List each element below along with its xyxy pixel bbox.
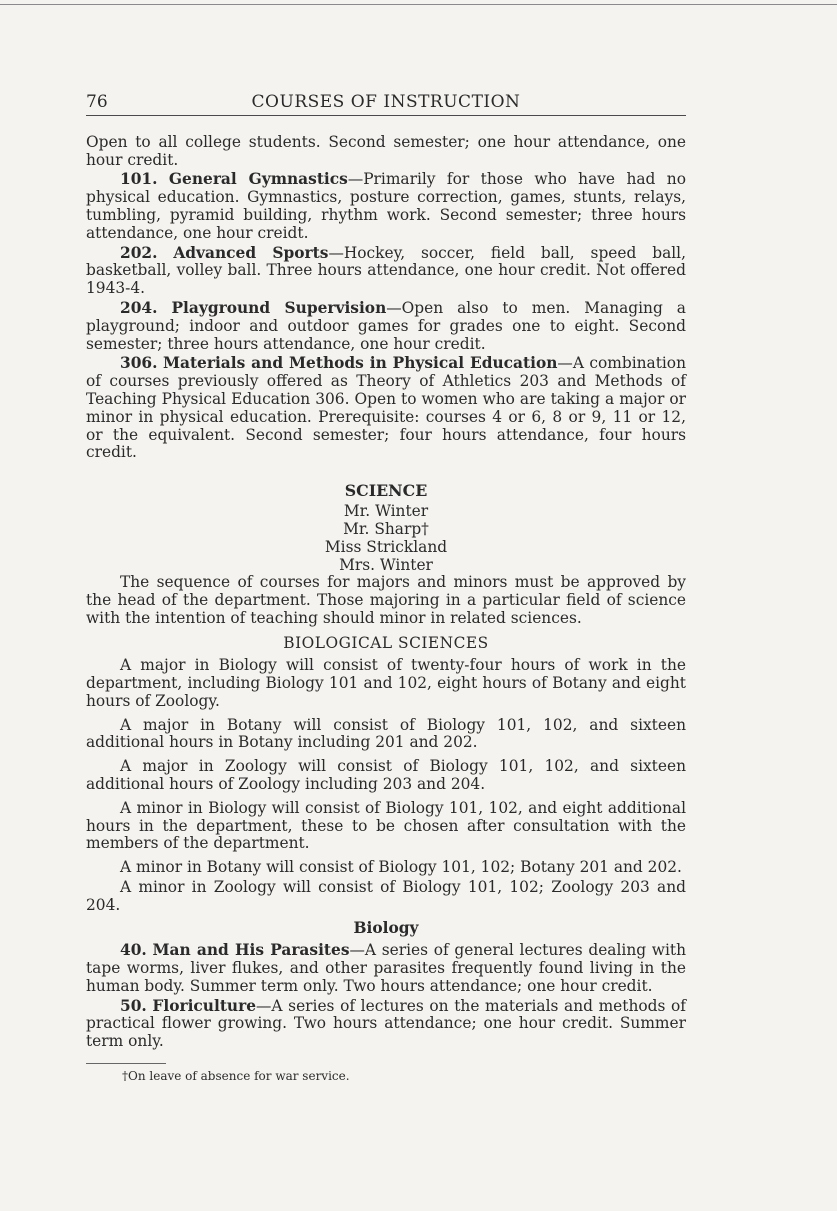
course-description: —Open also to men. Managing a playground; indoor and outdoor games for grades one to eight. Second semester; three hours attendance, one hour credit. [86,298,686,353]
course-title: Playground Supervision [171,298,387,317]
course-title: Floriculture [152,996,257,1015]
page-body [86,94,686,1086]
course-description: —A combination of courses previously offered as Theory of Athletics 203 and Methods of Teaching Physical Education 306. Open to women who are taking a major or minor in physical education. Prerequisite: courses 4 or 6, 8 or 9, 11 or 12, or the equivalent. Second semester; four hours attendance, four hours credit. [86,354,686,462]
faculty-member: Mr. Sharp† [343,519,429,538]
faculty-member: Mr. Winter [343,501,429,520]
course-entry [86,942,686,995]
faculty-member: Mrs. Winter [339,555,433,574]
page-number: 76 [86,92,108,112]
course-title: Man and His Parasites [152,941,350,960]
course-entry [86,245,686,298]
course-description: —A series of lectures on the materials and methods of practical flower growing. Two hours attendance; one hour credit. Summer term only. [86,996,686,1051]
course-entry [86,300,686,353]
opening-paragraph: Open to all college students. Second semester; one hour attendance, one hour credit. [86,132,686,169]
course-entry [86,171,686,242]
footnote: †On leave of absence for war service. [122,1069,350,1084]
course-description: —A series of general lectures dealing with tape worms, liver flukes, and other parasites frequently found living in the human body. Summer term only. Two hours attendance; one hour credit. [86,941,686,995]
requirement-paragraph: A major in Botany will consist of Biology 101, 102, and sixteen additional hours in Botany including 201 and 202. [86,715,686,752]
section-heading-science: SCIENCE [344,481,428,501]
course-number: 40. [120,941,147,960]
requirement-paragraph: A minor in Botany will consist of Biology 101, 102; Botany 201 and 202. [120,858,682,877]
course-entry [86,355,686,462]
course-entry [86,998,686,1051]
faculty-list [86,502,686,574]
course-title: Materials and Methods in Physical Education [162,354,558,373]
requirement-paragraph: A major in Zoology will consist of Biology 101, 102, and sixteen additional hours of Zoology including 203 and 204. [86,757,686,793]
section-heading-biological-sciences: BIOLOGICAL SCIENCES [283,634,489,653]
course-number: 50. [120,996,147,1015]
subsection-heading-biology: Biology [353,919,419,938]
course-description: —Hockey, soccer, field ball, speed ball, basketball, volley ball. Three hours attendance, one hour credit. Not offered 1943-4. [86,243,686,298]
footnote-rule [86,1063,166,1064]
top-edge-rule [0,4,837,5]
course-number: 306. [120,354,158,373]
course-number: 204. [120,298,158,317]
course-number: 101. [120,170,158,189]
course-title: Advanced Sports [173,243,329,262]
running-header [86,94,686,116]
running-title: COURSES OF INSTRUCTION [251,92,521,112]
faculty-member: Miss Strickland [324,537,448,556]
requirement-paragraph: A minor in Zoology will consist of Biology 101, 102; Zoology 203 and 204. [86,877,686,914]
requirement-paragraph: A minor in Biology will consist of Biology 101, 102, and eight additional hours in the department, these to be chosen after consultation with the members of the department. [86,798,686,853]
course-description: —Primarily for those who have had no physical education. Gymnastics, posture correction, games, stunts, relays, tumbling, pyramid building, rhythm work. Second semester; three hours attendance, one hour creidt. [86,170,686,242]
science-intro: The sequence of courses for majors and minors must be approved by the head of the department. Those majoring in a particular field of science with the intention of teaching should minor in related sciences. [86,572,686,627]
course-number: 202. [120,243,158,262]
requirement-paragraph: A major in Biology will consist of twenty-four hours of work in the department, including Biology 101 and 102, eight hours of Botany and eight hours of Zoology. [86,656,686,710]
course-title: General Gymnastics [168,170,348,189]
